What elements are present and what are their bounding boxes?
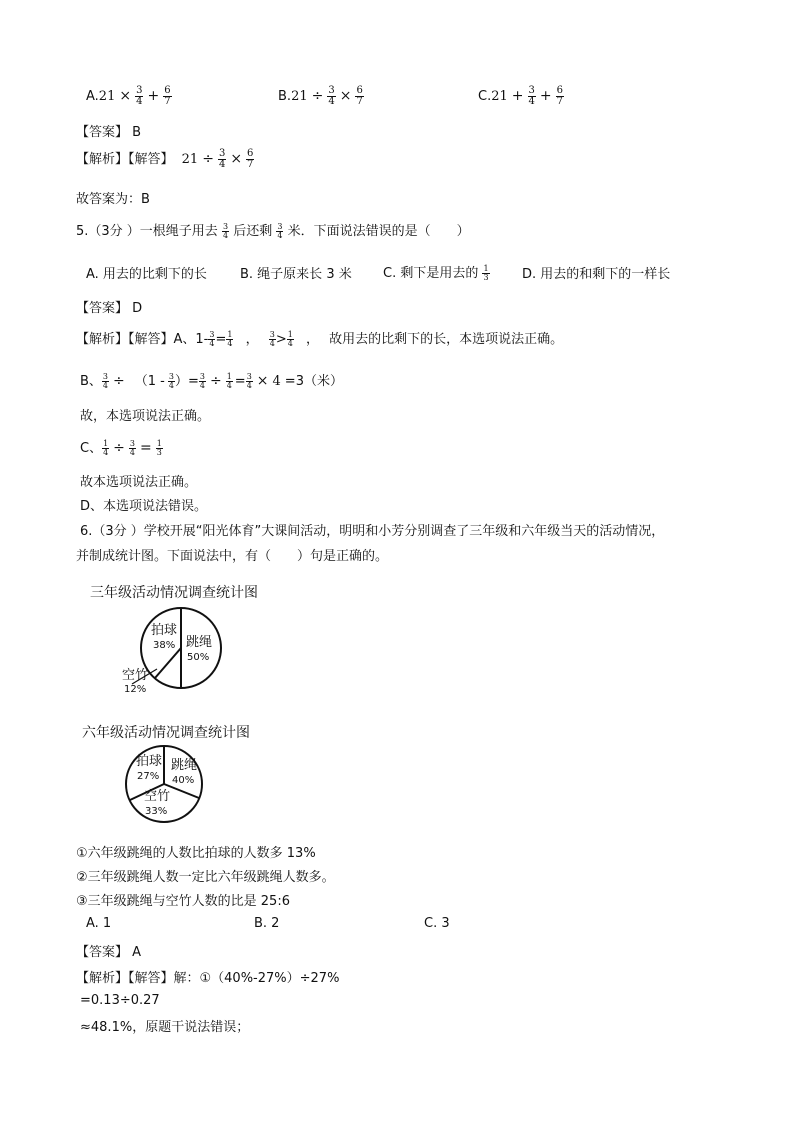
slice-value-jumprope: 50% <box>187 652 210 663</box>
q6-option-a: A. 1 <box>86 916 112 931</box>
math-operator: ÷ <box>311 88 324 104</box>
numerator: 6 <box>356 85 363 96</box>
fraction <box>129 440 136 457</box>
answer-value: A <box>132 945 142 960</box>
analysis-text: 故用去的比剩下的长，本选项说法正确。 <box>329 332 564 347</box>
fraction <box>102 440 109 457</box>
math-number: 4 <box>272 374 281 389</box>
denominator: 4 <box>246 381 252 390</box>
q5-analysis-c-conclusion: 故本选项说法正确。 <box>80 475 198 490</box>
slice-value-ball: 38% <box>153 640 176 651</box>
q6-statement-3: ③三年级跳绳与空竹人数的比是 25:6 <box>76 894 290 909</box>
numerator: 3 <box>528 85 535 96</box>
slice-value-ball: 27% <box>137 771 160 782</box>
q5-analysis-a <box>76 328 563 348</box>
analysis-text: = <box>234 374 246 389</box>
q5-option-d: D. 用去的和剩下的一样长 <box>522 267 671 282</box>
question-text: 5.（3分 ）一根绳子用去 <box>76 224 218 239</box>
q6-answer <box>76 941 141 960</box>
math-operator: + <box>511 88 524 104</box>
denominator: 4 <box>226 381 232 390</box>
analysis-text: （1 - <box>134 374 165 389</box>
numerator: 6 <box>556 85 563 96</box>
math-operator: × <box>230 151 243 167</box>
numerator: 1 <box>287 330 293 339</box>
fraction <box>135 86 143 107</box>
numerator: 3 <box>209 330 215 339</box>
fraction <box>226 373 233 390</box>
slice-value-diabolo: 33% <box>145 806 168 817</box>
math-operator: × <box>339 88 352 104</box>
q5-analysis-b-conclusion: 故，本选项说法正确。 <box>80 409 211 424</box>
fraction <box>482 265 489 282</box>
q5-analysis-b <box>80 370 343 390</box>
denominator: 4 <box>277 231 283 240</box>
numerator: 1 <box>156 439 162 448</box>
q4-option-b <box>278 86 364 107</box>
q4-analysis <box>76 148 254 170</box>
math-operator: ÷ <box>202 151 214 167</box>
math-operator: = <box>140 440 152 456</box>
option-label: C. <box>478 89 492 104</box>
numerator: 3 <box>222 222 229 231</box>
question-text: 米．下面说法错误的是（ ） <box>287 224 470 239</box>
q6-stem-line2: 并制成统计图。下面说法中，有（ ）句是正确的。 <box>76 549 389 564</box>
math-operator: × <box>256 373 269 389</box>
math-number: 21 <box>98 89 116 104</box>
chart-1-title: 三年级活动情况调查统计图 <box>90 585 258 601</box>
q4-conclusion: 故答案为：B <box>76 192 150 207</box>
option-text: C. 剩下是用去的 <box>383 266 479 281</box>
q5-stem <box>76 220 470 240</box>
q6-statement-1: ①六年级跳绳的人数比拍球的人数多 13% <box>76 846 316 861</box>
numerator: 1 <box>103 439 109 448</box>
denominator: 4 <box>328 96 335 107</box>
fraction <box>222 223 229 240</box>
fraction <box>226 331 233 348</box>
numerator: 6 <box>164 85 171 96</box>
slice-label-ball: 拍球 <box>151 623 178 638</box>
slice-label-diabolo: 空竹 <box>122 668 149 683</box>
denominator: 4 <box>528 96 535 107</box>
analysis-tag: 【解析】【解答】 <box>76 332 174 347</box>
q6-analysis-line1: 【解析】【解答】解：①（40%-27%）÷27% <box>76 971 340 986</box>
denominator: 4 <box>168 381 174 390</box>
q5-analysis-c <box>80 437 163 457</box>
fraction <box>156 440 163 457</box>
fraction <box>556 86 564 107</box>
answer-value: B <box>132 125 142 140</box>
denominator: 4 <box>269 339 275 348</box>
fraction <box>269 331 276 348</box>
option-label: A. <box>86 89 99 104</box>
numerator: 3 <box>246 372 252 381</box>
fraction <box>528 86 536 107</box>
q6-analysis-line2: =0.13÷0.27 <box>80 993 160 1008</box>
denominator: 4 <box>103 448 109 457</box>
numerator: 3 <box>136 85 143 96</box>
fraction <box>287 331 294 348</box>
answer-value: D <box>132 301 143 316</box>
chart-2-title: 六年级活动情况调查统计图 <box>82 725 250 741</box>
denominator: 7 <box>247 159 254 170</box>
analysis-text: = <box>215 332 227 347</box>
q4-answer <box>76 121 141 140</box>
analysis-text: > <box>275 332 287 347</box>
q5-option-a: A. 用去的比剩下的长 <box>86 267 207 282</box>
slice-value-jumprope: 40% <box>172 775 195 786</box>
denominator: 4 <box>218 159 226 170</box>
numerator: 3 <box>199 372 205 381</box>
fraction <box>327 86 335 107</box>
slice-label-jumprope: 跳绳 <box>171 758 198 773</box>
fraction <box>199 373 206 390</box>
analysis-text: A、1- <box>173 332 209 347</box>
pie-chart-grade6 <box>118 742 214 826</box>
numerator: 3 <box>269 330 275 339</box>
analysis-text: =3（米） <box>284 374 343 389</box>
numerator: 3 <box>129 439 135 448</box>
q6-analysis-line3: ≈48.1%，原题干说法错误； <box>80 1020 250 1035</box>
analysis-text: B、 <box>80 374 102 389</box>
numerator: 6 <box>247 148 254 159</box>
q5-analysis-d: D、本选项说法错误。 <box>80 499 208 514</box>
q5-option-b: B. 绳子原来长 3 米 <box>240 267 352 282</box>
numerator: 1 <box>227 330 233 339</box>
denominator: 4 <box>209 339 215 348</box>
fraction <box>276 223 283 240</box>
q6-option-b: B. 2 <box>254 916 280 931</box>
math-number: 21 <box>291 89 308 104</box>
math-operator: ÷ <box>113 373 125 389</box>
slice-value-diabolo: 12% <box>124 684 147 695</box>
denominator: 7 <box>356 96 363 107</box>
denominator: 4 <box>199 381 205 390</box>
q6-statement-2: ②三年级跳绳人数一定比六年级跳绳人数多。 <box>76 870 335 885</box>
fraction <box>246 373 253 390</box>
q4-option-c <box>478 86 564 107</box>
math-operator: × <box>119 88 132 104</box>
analysis-text: C、 <box>80 441 103 456</box>
denominator: 3 <box>483 273 489 282</box>
q5-option-c <box>383 262 490 282</box>
analysis-text: ， <box>306 332 320 347</box>
fraction <box>218 149 226 170</box>
math-operator: + <box>147 88 160 104</box>
math-operator: ÷ <box>209 373 222 389</box>
math-number: 21 <box>491 89 508 104</box>
denominator: 4 <box>222 231 229 240</box>
fraction <box>102 373 109 390</box>
math-number: 21 <box>181 152 199 167</box>
slice-label-jumprope: 跳绳 <box>186 635 213 650</box>
q4-option-a <box>86 86 172 107</box>
analysis-tag: 【解析】【解答】 <box>76 152 174 167</box>
numerator: 3 <box>328 85 335 96</box>
numerator: 3 <box>102 372 109 381</box>
answer-tag: 【答案】 <box>76 945 129 960</box>
fraction <box>163 86 171 107</box>
numerator: 1 <box>483 264 489 273</box>
analysis-text: ）= <box>174 374 199 389</box>
slice-label-diabolo: 空竹 <box>144 789 171 804</box>
denominator: 3 <box>156 448 162 457</box>
math-operator: ÷ <box>113 440 125 456</box>
analysis-text: ， <box>245 332 259 347</box>
denominator: 4 <box>102 381 109 390</box>
slice-label-ball: 拍球 <box>136 754 163 769</box>
numerator: 3 <box>168 372 174 381</box>
denominator: 4 <box>136 96 143 107</box>
fraction <box>168 373 175 390</box>
answer-tag: 【答案】 <box>76 301 129 316</box>
denominator: 7 <box>164 96 171 107</box>
denominator: 7 <box>556 96 563 107</box>
denominator: 4 <box>227 339 233 348</box>
math-operator: + <box>539 88 552 104</box>
q5-answer <box>76 297 142 316</box>
q6-stem-line1: 6.（3分 ）学校开展“阳光体育”大课间活动，明明和小芳分别调查了三年级和六年级当天的活动情况， <box>80 524 665 539</box>
fraction <box>246 149 254 170</box>
q6-option-c: C. 3 <box>424 916 450 931</box>
answer-tag: 【答案】 <box>76 125 129 140</box>
fraction <box>355 86 363 107</box>
numerator: 3 <box>277 222 283 231</box>
numerator: 3 <box>218 148 226 159</box>
option-label: B. <box>278 89 292 104</box>
denominator: 4 <box>287 339 293 348</box>
numerator: 1 <box>226 372 232 381</box>
question-text: 后还剩 <box>233 224 273 239</box>
denominator: 4 <box>129 448 135 457</box>
